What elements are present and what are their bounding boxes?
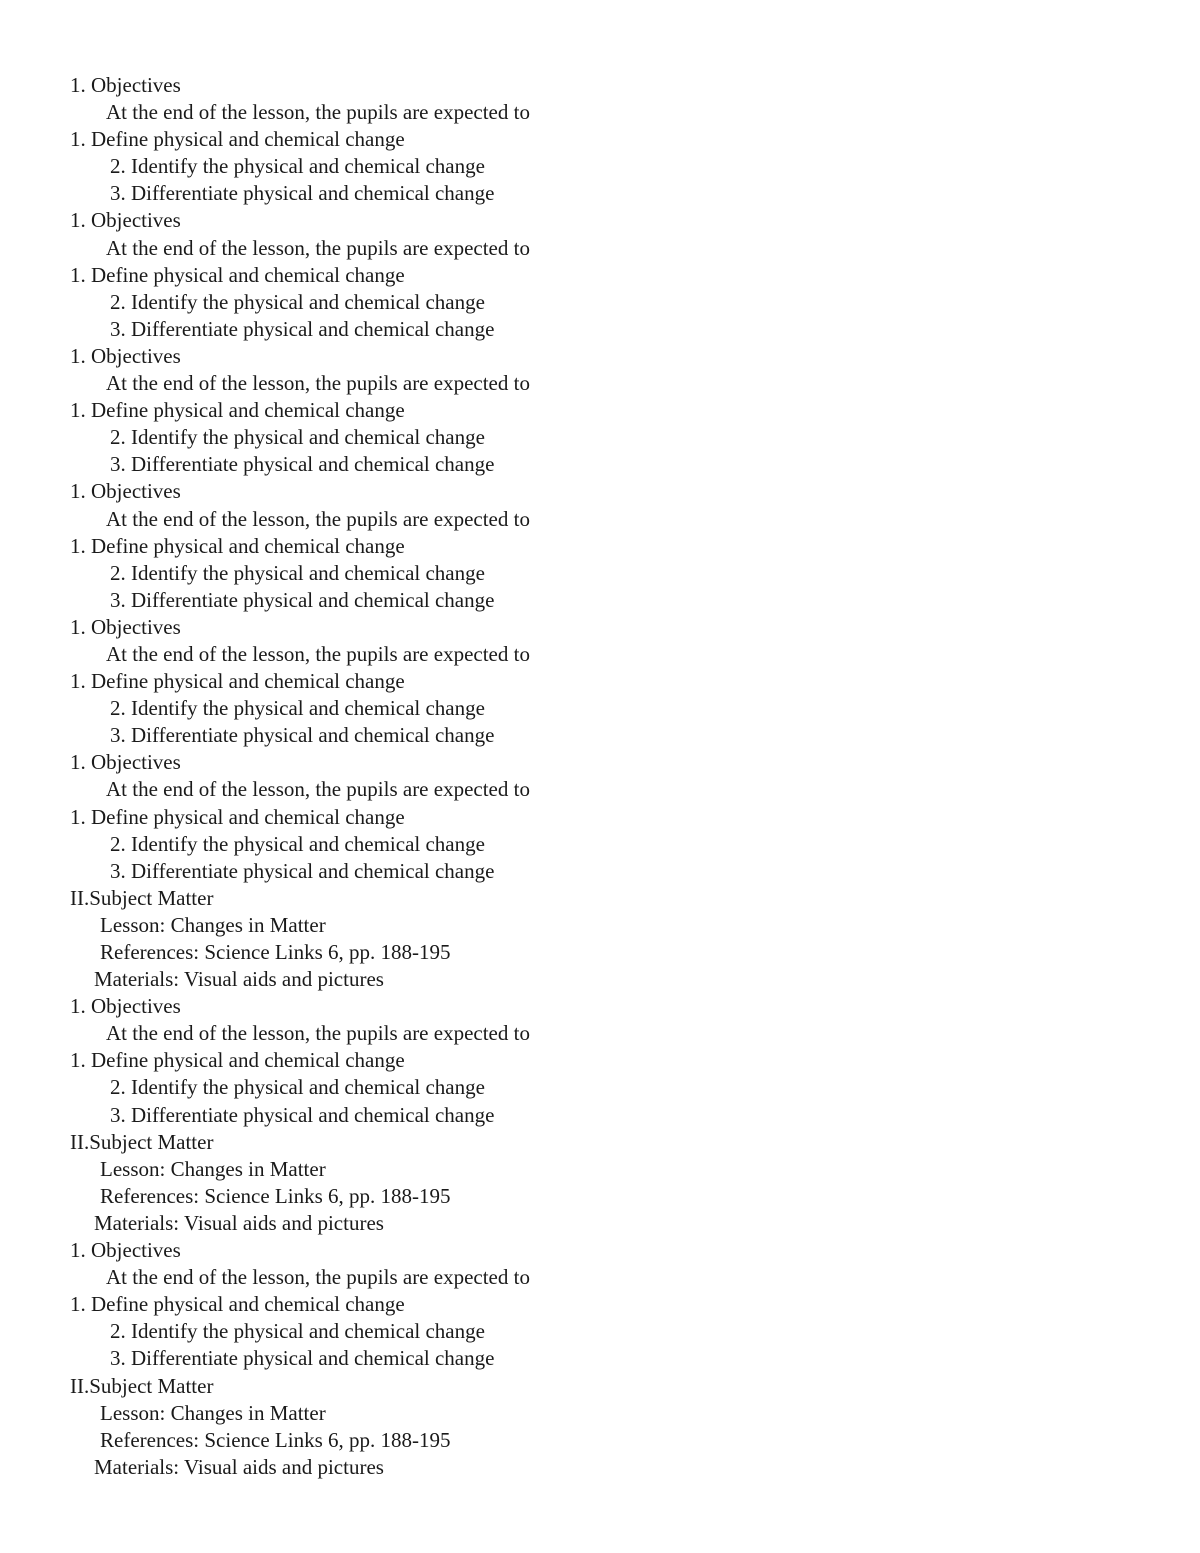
section-heading-objectives: 1. Objectives <box>70 343 181 368</box>
objective-item: 2. Identify the physical and chemical change <box>110 1075 485 1100</box>
objectives-intro: At the end of the lesson, the pupils are expected to <box>106 777 530 802</box>
objective-item: 1. Define physical and chemical change <box>70 669 405 694</box>
objective-item: 1. Define physical and chemical change <box>70 1292 405 1317</box>
references-line: References: Science Links 6, pp. 188-195 <box>100 1183 451 1208</box>
objectives-intro: At the end of the lesson, the pupils are expected to <box>106 371 530 396</box>
objective-item: 1. Define physical and chemical change <box>70 262 405 287</box>
section-heading-objectives: 1. Objectives <box>70 614 181 639</box>
objective-item: 1. Define physical and chemical change <box>70 533 405 558</box>
section-heading-subject-matter: II.Subject Matter <box>70 1129 214 1154</box>
section-heading-objectives: 1. Objectives <box>70 1238 181 1263</box>
objective-item: 3. Differentiate physical and chemical change <box>110 858 495 883</box>
objective-item: 1. Define physical and chemical change <box>70 1048 405 1073</box>
section-heading-objectives: 1. Objectives <box>70 750 181 775</box>
objective-item: 3. Differentiate physical and chemical change <box>110 452 495 477</box>
objective-item: 2. Identify the physical and chemical change <box>110 1319 485 1344</box>
objective-item: 1. Define physical and chemical change <box>70 804 405 829</box>
references-line: References: Science Links 6, pp. 188-195 <box>100 940 451 964</box>
materials-line: Materials: Visual aids and pictures <box>94 967 384 992</box>
section-heading-subject-matter: II.Subject Matter <box>70 885 214 910</box>
objective-item: 3. Differentiate physical and chemical change <box>110 1102 495 1127</box>
section-heading-objectives: 1. Objectives <box>70 479 181 504</box>
objective-item: 2. Identify the physical and chemical change <box>110 289 485 314</box>
section-heading-objectives: 1. Objectives <box>70 208 181 233</box>
objective-item: 2. Identify the physical and chemical change <box>110 560 485 585</box>
document-body <box>70 72 770 1481</box>
objective-item: 3. Differentiate physical and chemical change <box>110 181 495 206</box>
lesson-line: Lesson: Changes in Matter <box>100 1400 326 1425</box>
objective-item: 2. Identify the physical and chemical change <box>110 425 485 450</box>
objective-item: 3. Differentiate physical and chemical change <box>110 723 495 748</box>
objective-item: 3. Differentiate physical and chemical change <box>110 1346 495 1371</box>
objectives-intro: At the end of the lesson, the pupils are expected to <box>106 641 530 666</box>
objective-item: 2. Identify the physical and chemical change <box>110 154 485 179</box>
objectives-intro: At the end of the lesson, the pupils are expected to <box>106 506 530 531</box>
objectives-intro: At the end of the lesson, the pupils are expected to <box>106 100 530 125</box>
lesson-line: Lesson: Changes in Matter <box>100 1156 326 1181</box>
objective-item: 3. Differentiate physical and chemical change <box>110 316 495 341</box>
objective-item: 1. Define physical and chemical change <box>70 127 405 152</box>
section-heading-objectives: 1. Objectives <box>70 73 181 97</box>
section-heading-subject-matter: II.Subject Matter <box>70 1373 214 1398</box>
objectives-intro: At the end of the lesson, the pupils are expected to <box>106 1265 530 1290</box>
objectives-intro: At the end of the lesson, the pupils are expected to <box>106 235 530 260</box>
section-heading-objectives: 1. Objectives <box>70 994 181 1019</box>
objective-item: 1. Define physical and chemical change <box>70 398 405 423</box>
objective-item: 2. Identify the physical and chemical change <box>110 831 485 856</box>
materials-line: Materials: Visual aids and pictures <box>94 1210 384 1235</box>
objective-item: 3. Differentiate physical and chemical change <box>110 587 495 612</box>
materials-line: Materials: Visual aids and pictures <box>94 1454 384 1479</box>
objectives-intro: At the end of the lesson, the pupils are expected to <box>106 1021 530 1046</box>
lesson-line: Lesson: Changes in Matter <box>100 912 326 937</box>
references-line: References: Science Links 6, pp. 188-195 <box>100 1427 451 1452</box>
objective-item: 2. Identify the physical and chemical change <box>110 696 485 721</box>
